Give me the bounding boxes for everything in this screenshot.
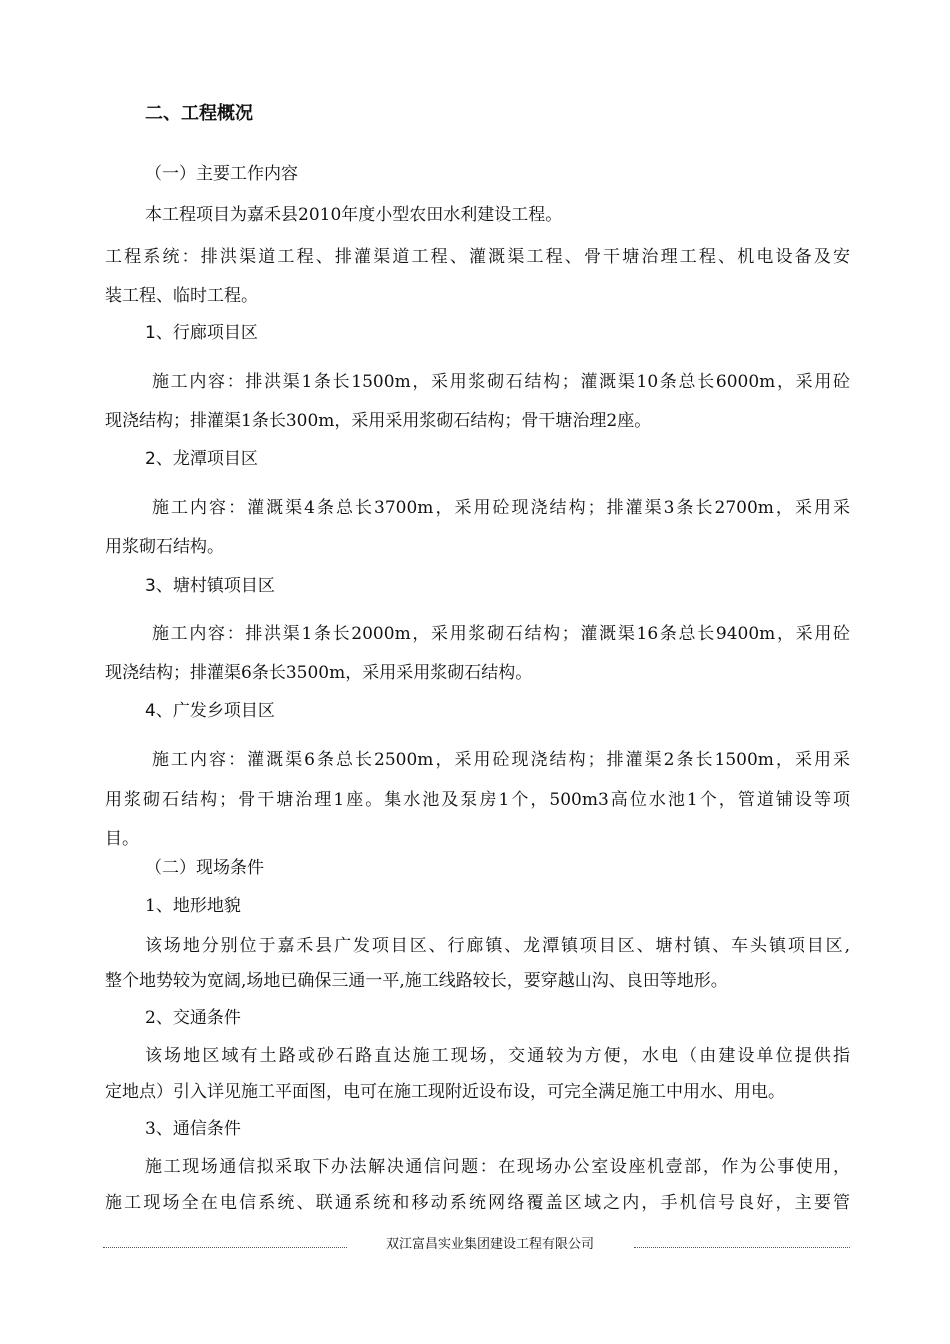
paragraph-communication-line-2: 施工现场全在电信系统、联通系统和移动系统网络覆盖区域之内，手机信号良好，主要管 — [105, 1193, 850, 1213]
paragraph-area-3-line-2: 现浇结构；排灌渠6条长3500m，采用采用浆砌石结构。 — [105, 663, 533, 683]
footer-dotted-rule-left — [103, 1247, 347, 1248]
paragraph-traffic-line-2: 定地点）引入详见施工平面图，电可在施工现附近设布设，可完全满足施工中用水、用电。 — [105, 1082, 785, 1102]
paragraph-traffic-line-1: 该场地区域有土路或砂石路直达施工现场，交通较为方便，水电（由建设单位提供指 — [145, 1046, 850, 1066]
item-heading-area-3: 3、塘村镇项目区 — [145, 576, 275, 596]
paragraph-area-2-line-2: 用浆砌石结构。 — [105, 537, 224, 557]
paragraph-area-1-line-1: 施工内容：排洪渠1条长1500m，采用浆砌石结构；灌溉渠10条总长6000m，采用砼 — [152, 372, 850, 392]
paragraph-system-line-1: 工程系统：排洪渠道工程、排灌渠道工程、灌溉渠工程、骨干塘治理工程、机电设备及安 — [105, 247, 850, 267]
item-heading-area-4: 4、广发乡项目区 — [145, 701, 275, 721]
paragraph-area-3-line-1: 施工内容：排洪渠1条长2000m，采用浆砌石结构；灌溉渠16条总长9400m，采用砼 — [152, 624, 850, 644]
section-title: 二、工程概况 — [145, 103, 253, 124]
paragraph-area-4-line-2: 用浆砌石结构；骨干塘治理1座。集水池及泵房1个，500m3高位水池1个，管道铺设等项 — [105, 790, 850, 810]
item-heading-communication: 3、通信条件 — [145, 1119, 241, 1139]
subsection-heading-site: （二）现场条件 — [145, 858, 264, 878]
paragraph-area-1-line-2: 现浇结构；排灌渠1条长300m，采用采用浆砌石结构；骨干塘治理2座。 — [105, 411, 652, 431]
paragraph-area-2-line-1: 施工内容：灌溉渠4条总长3700m，采用砼现浇结构；排灌渠3条长2700m，采用采 — [152, 498, 850, 518]
footer-company-name: 双江富昌实业集团建设工程有限公司 — [385, 1237, 594, 1252]
paragraph-project: 本工程项目为嘉禾县2010年度小型农田水利建设工程。 — [145, 205, 563, 225]
subsection-heading-main-work: （一）主要工作内容 — [145, 164, 298, 184]
paragraph-system-line-2: 装工程、临时工程。 — [105, 286, 258, 306]
item-heading-area-2: 2、龙潭项目区 — [145, 449, 258, 469]
item-heading-area-1: 1、行廊项目区 — [145, 323, 258, 343]
item-heading-traffic: 2、交通条件 — [145, 1008, 241, 1028]
paragraph-terrain-line-2: 整个地势较为宽阔,场地已确保三通一平,施工线路较长，要穿越山沟、良田等地形。 — [105, 971, 728, 991]
paragraph-area-4-line-3: 目。 — [105, 829, 139, 849]
paragraph-area-4-line-1: 施工内容：灌溉渠6条总长2500m，采用砼现浇结构；排灌渠2条长1500m，采用采 — [152, 750, 850, 770]
item-heading-terrain: 1、地形地貌 — [145, 896, 241, 916]
paragraph-terrain-line-1: 该场地分别位于嘉禾县广发项目区、行廊镇、龙潭镇项目区、塘村镇、车头镇项目区, — [145, 936, 850, 956]
footer-dotted-rule-right — [634, 1247, 850, 1248]
paragraph-communication-line-1: 施工现场通信拟采取下办法解决通信问题：在现场办公室设座机壹部，作为公事使用， — [145, 1157, 850, 1177]
